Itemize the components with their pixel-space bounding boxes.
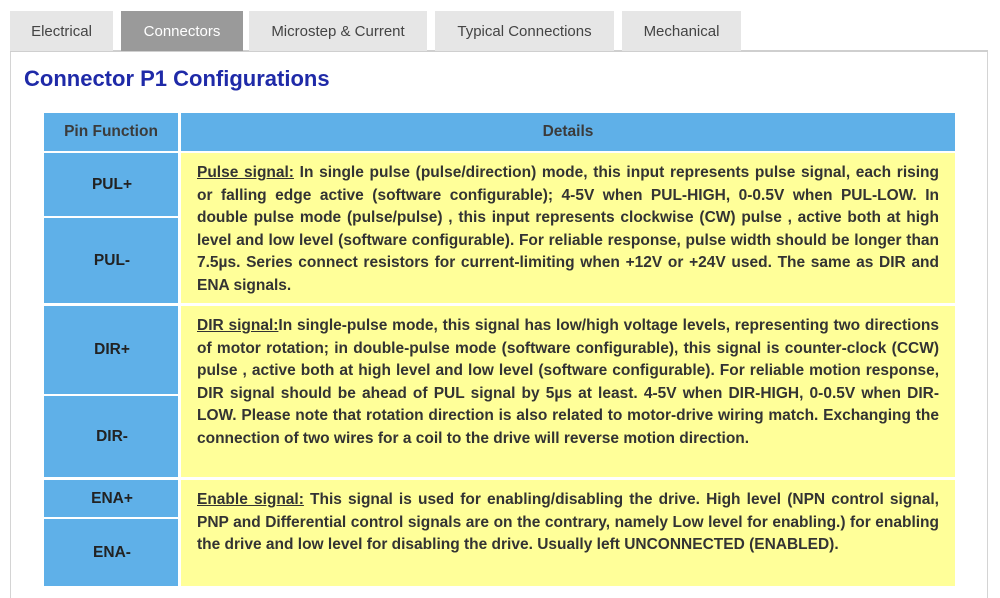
header-pin-function: Pin Function [44, 113, 178, 151]
pin-pul-minus: PUL- [44, 218, 180, 303]
pin-ena-minus: ENA- [44, 519, 180, 586]
header-details: Details [181, 113, 955, 151]
details-text: In single-pulse mode, this signal has low/high voltage levels, representing two directions of motor rotation; in double-pulse mode (software configurable), this signal is counter-clock (CCW) pulse , active both at high level and low level (software configurable). For reliable motion response, DIR signal should be ahead of PUL signal by 5µs at least. 4-5V when DIR-HIGH, 0-0.5V when DIR-LOW. Please note that rotation direction is also related to motor-drive wiring match. Exchanging the connection of two wires for a coil to the drive will reverse motion direction. [197, 317, 939, 447]
tab-bar [10, 11, 988, 52]
connector-table [44, 113, 955, 586]
tab-typical-connections[interactable]: Typical Connections [435, 11, 614, 51]
pin-ena-plus: ENA+ [44, 480, 180, 517]
details-lead: Pulse signal: [197, 164, 294, 181]
details-pulse-signal [180, 153, 955, 303]
tab-electrical[interactable]: Electrical [10, 11, 113, 51]
details-enable-signal [180, 480, 955, 586]
pin-dir-minus: DIR- [44, 396, 180, 477]
tab-connectors[interactable]: Connectors [121, 11, 243, 51]
pin-dir-plus: DIR+ [44, 306, 180, 394]
details-text: In single pulse (pulse/direction) mode, this input represents pulse signal, each rising or falling edge active (software configurable); 4-5V when PUL-HIGH, 0-0.5V when PUL-LOW. In double pulse mode (pulse/pulse) , this input represents clockwise (CW) pulse , active both at high level and low level (software configurable). For reliable response, pulse width should be longer than 7.5µs. Series connect resistors for current-limiting when +12V or +24V used. The same as DIR and ENA signals. [197, 164, 939, 294]
tab-mechanical[interactable]: Mechanical [622, 11, 741, 51]
details-dir-signal [180, 306, 955, 477]
details-lead: Enable signal: [197, 491, 304, 508]
details-lead: DIR signal: [197, 317, 279, 334]
page-title: Connector P1 Configurations [24, 66, 330, 91]
details-text: This signal is used for enabling/disabling the drive. High level (NPN control signal, PNP and Differential control signals are on the contrary, namely Low level for enabling.) for enabling the drive and low level for disabling the drive. Usually left UNCONNECTED (ENABLED). [197, 491, 939, 554]
pin-pul-plus: PUL+ [44, 153, 180, 216]
tab-microstep-current[interactable]: Microstep & Current [249, 11, 427, 51]
